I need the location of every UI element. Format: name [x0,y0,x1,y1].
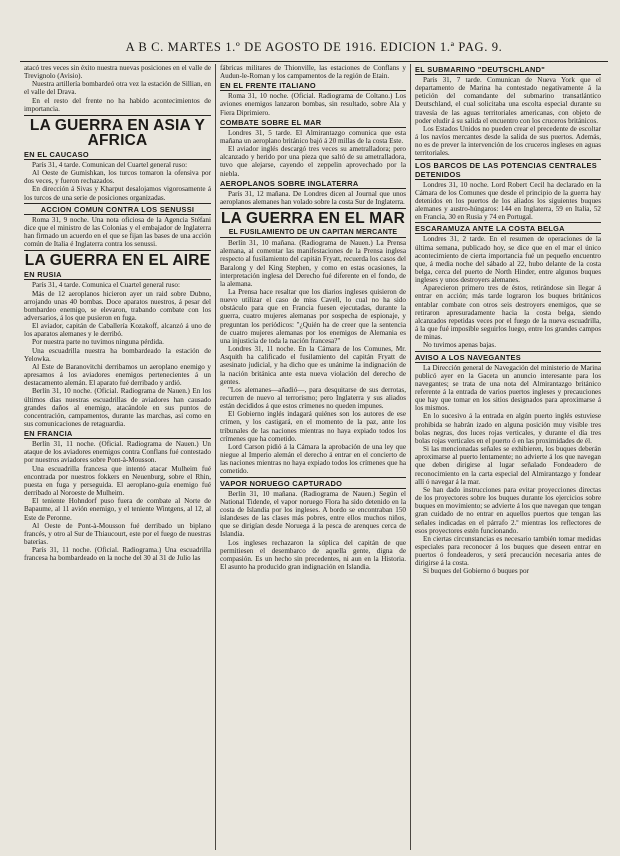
paragraph: Los ingleses rechazaron la súplica del capitán de que permitiesen el desembarco de aquella gente, digna de compasión. Es un hecho sin precedentes, ni aun en la Historia. El asunto ha producido gran indignación en Islandia. [220,538,406,571]
paragraph: París 31, 12 mañana. De Londres dicen al Journal que unos aeroplanos alemanes han volado sobre la costa Sur de Inglaterra. [220,189,406,206]
subsection-heading: ACCION COMUN CONTRA LOS SENUSSI [24,203,211,215]
paragraph: Nuestra artillería bombardeó otra vez la estación de Sillian, en el valle del Drava. [24,80,211,97]
section-headline: LA GUERRA EN ASIA Y AFRICA [24,115,211,148]
paragraph: En el resto del frente no ha habido acontecimientos de importancia. [24,96,211,113]
subsection-heading: EN EL FRENTE ITALIANO [220,81,406,91]
paragraph: Berlín 31, 11 noche. (Oficial. Radiograma de Nauen.) Un ataque de los aviadores enemigos contra Conflans fué contestado por nuestros aviadores sobre Pont-à-Mousson. [24,440,211,465]
paragraph: El teniente Hohndorf puso fuera de combate al Norte de Bapaume, al 11 avión enemigo, y el teniente Wintgens, al 12, al Este de Peronne. [24,497,211,522]
paragraph: Una escuadrilla nuestra ha bombardeado la estación de Yelowka. [24,346,211,363]
subsection-heading: EL FUSILAMIENTO DE UN CAPITAN MERCANTE [220,228,406,238]
paragraph: Al Este de Baranovitchi derribamos un aeroplano enemigo y apresamos á los aviadores enemigos pertenecientes á un destacamento alemán. El aparato fué derribado y ardió. [24,362,211,388]
paragraph: Berlín 31, 10 noche. (Oficial. Radiograma de Nauen.) En los últimos días nuestras escuadrillas de aviadores han causado grandes daños al enemigo, atacándole en sus puntos de concentración, campamentos, durante las marchas, así como en sus comunicaciones de retaguardia. [24,387,211,428]
paragraph: Londres 31, 2 tarde. En el resumen de operaciones de la última semana, publicado hoy, se dice que en el mar el único acontecimiento de cierta importancia fué un pequeño encuentro que, á media noche del sábado al 22, hubo delante de la costa belga, cerca del puerto de North Hinder, entre algunos buques ingleses y unos destroyers alemanes. [415,235,601,285]
paragraph: atacó tres veces sin éxito nuestra nuevas posiciones en el valle de Trevignolo (Avisio). [24,64,211,81]
paragraph: Una escuadrilla francesa que intentó atacar Mulheim fué encontrada por nuestros fokkers en Neuenburg, sobre el Rhin, puesta en fuga y perseguida. El aeroplano-guía enemigo fué derribado al Noroeste de Mulheim. [24,464,211,498]
subsection-heading: EL SUBMARINO "DEUTSCHLAND" [415,65,601,75]
subsection-heading: VAPOR NORUEGO CAPTURADO [220,477,406,489]
paragraph: La Prensa hace resaltar que los diarios ingleses quisieron de nuevo utilizar el caso de miss Cavell, lo cual no ha sido obstáculo para que en Francia fuesen ejecutadas, durante la guerra, cuatro mujeres alemanas por sospecha de espionaje, y preguntan los periódicos: "¿Quién ha de creer que la sentencia de cuatro mujeres alemanas por los enemigos de Alemania es una injusticia de toda la nación francesa?" [220,287,406,345]
paragraph: Al Oeste de Gumishkan, los turcos tomaron la ofensiva por dos veces, y fueron rechazados. [24,169,211,186]
paragraph: El Gobierno inglés indagará quiénes son los autores de ese crimen, y los castigará, en el momento de la paz, ante los tribunales de las naciones mientras no haya expiado todos los crímenes que ha cometido. [220,410,406,443]
paragraph: Londres 31, 11 noche. En la Cámara de los Comunes, Mr. Asquith ha calificado el fusilamiento del capitán Fryatt de asesinato judicial, y ha dicho que es unánime la indignación de la nación británica ante esta nueva violación del derecho de gentes. [220,345,406,386]
column-2 [215,64,410,850]
subsection-heading: EN FRANCIA [24,429,211,439]
column-3 [410,64,605,850]
subsection-heading: LOS BARCOS DE LAS POTENCIAS CENTRALES DETENIDOS [415,159,601,180]
subsection-heading: AVISO A LOS NAVEGANTES [415,351,601,363]
paragraph: París 31, 11 noche. (Oficial. Radiograma.) Una escuadrilla francesa ha bombardeado en la noche del 30 al 31 de Julio las [24,546,211,563]
paragraph: En lo sucesivo á la entrada en algún puerto inglés estuviese prohibida se habrán izado en alguna posición muy visible tres bolas negras, dos luces rojas verticales, y durante el día tres bolas rojas verticales en el puerto ó en las proximidades de él. [415,412,601,445]
paragraph: Londres 31, 5 tarde. El Almirantazgo comunica que esta mañana un aeroplano británico bajó á 20 millas de la costa Este. [220,128,406,145]
paragraph: Más de 12 aeroplanos hicieron ayer un raid sobre Dubno, arrojando unas 40 bombas. Doce aparatos nuestros, á pesar del bombardeo enemigo, se elevaron, trabando combate con los adversarios, á los que pusieron en fuga. [24,289,211,322]
masthead: A B C. MARTES 1.º DE AGOSTO DE 1916. EDICION 1.ª PAG. 9. [20,40,608,62]
paragraph: Londres 31, 10 noche. Lord Robert Cecil ha declarado en la Cámara de los Comunes que desde el principio de la guerra hay detenidos en los puertos de los aliados los siguientes buques alemanes y austro-húngaros: 144 en Inglaterra, 59 en Italia, 52 en Francia, 30 en Rusia y 74 en Portugal. [415,180,601,222]
subsection-heading: EN RUSIA [24,270,211,280]
section-headline: LA GUERRA EN EL MAR [220,210,406,228]
paragraph: Si buques del Gobierno ó buques por [423,567,529,576]
paragraph: París 31, 4 tarde. Comunica el Cuartel general ruso: [32,281,180,290]
subsection-heading: EN EL CAUCASO [24,150,211,160]
section-headline: LA GUERRA EN EL AIRE [24,252,211,270]
paragraph: Al Oeste de Pont-à-Mousson fué derribado un biplano francés, y otro al Sur de Thiaucourt, este por el fuego de nuestras baterías. [24,521,211,547]
paragraph: Berlín 31, 10 mañana. (Radiograma de Nauen.) Según el National Tidende, el vapor noruego Flora ha sido detenido en la costa de Islandia por los ingleses. A bordo se encontraban 150 islandeses de las clases más pobres, entre ellos muchos niños, que se dirigían desde Noruega á la pesca de arenques cerca de Islandia. [220,489,406,539]
subsection-heading: AEROPLANOS SOBRE INGLATERRA [220,179,406,189]
paragraph: En ciertas circunstancias es necesario también tomar medidas especiales para reconocer á los buques que deseen entrar en puertos ó fondeaderos, y será precaución necesaria antes de dirigirse á la costa. [415,534,601,568]
paragraph: "Los alemanes—añadió—, para desquitarse de sus derrotas, recurren de nuevo al terrorismo; pero Inglaterra y sus aliados están decididos á que estos crímenes no queden impunes. [220,385,406,411]
subsection-heading: ESCARAMUZA ANTE LA COSTA BELGA [415,222,601,234]
paragraph: Roma 31, 10 noche. (Oficial. Radiograma de Coltano.) Los aviones enemigos lanzaron bombas, sin resultado, sobre Ala y Fiera Diprimiero. [220,92,406,117]
paragraph: Si las mencionadas señales se exhibieren, los buques deberán aproximarse al puerto lentamente; no advierte á los que navegan que deben dirigirse al lugar señalado Fondeadero de reconocimiento en la carta especial del Almirantazgo y fondear allí ó navegar á la mar. [415,445,601,486]
paragraph: La Dirección general de Navegación del ministerio de Marina publicó ayer en la Gaceta un anuncio interesante para los navegantes; se trata de una nota del Almirantazgo británico referente á la entrada de varios puertos ingleses y precauciones que hay que tomar en los sitios designados para aproximarse á los mismos. [415,363,601,413]
columns [20,64,608,850]
paragraph: Roma 31, 9 noche. Una nota oficiosa de la Agencia Stéfani dice que el ministro de las Colonias y el embajador de Inglaterra han firmado un acuerdo en el que se fijan las bases de una acción común de Italia é Inglaterra contra los senussi. [24,215,211,249]
paragraph: París 31, 4 tarde. Comunican del Cuartel general ruso: [32,160,188,169]
paragraph: Se han dado instrucciones para evitar proyecciones directas de los proyectores sobre los buques durante los ejercicios sobre buques en movimiento; se advierte á los que navegan que tengan gran cuidado de no entrar en aquellos puertos que tengan las señales indicadas en el párrafo 2.º mientras los reflectores de esos proyectores estén funcionando. [415,485,601,535]
paragraph: París 31, 7 tarde. Comunican de Nueva York que el departamento de Marina ha contestado negativamente á la petición del comandante del submarino transatlántico Deutschland, el cual solicitaba una escolta especial durante su travesía de las aguas territoriales americanas, con objeto de poder eludir á su salida el encuentro con los cruceros británicos. [415,76,601,125]
paragraph: No tuvimos apenas bajas. [423,341,496,350]
paragraph: Berlín 31, 10 mañana. (Radiograma de Nauen.) La Prensa alemana, al comentar las manifestaciones de la Prensa inglesa respecto al fusilamiento del capitán Fryatt, recuerda los casos del Baralong y del King Stephen, y como en estas ocasiones, la interpretación inglesa del Derecho fué diferente en el fondo, de la alemana. [220,239,406,288]
paragraph: El aviador inglés descargó tres veces su ametralladora; pero alcanzado y herido por una pieza que saltó de su ametralladora, tuvo que alejarse, cayendo el zeppelin aprovechado por la niebla. [220,145,406,178]
paragraph: Por nuestra parte no tuvimos ninguna pérdida. [32,338,164,347]
subsection-heading: COMBATE SOBRE EL MAR [220,118,406,128]
paragraph: fábricas militares de Thionville, las estaciones de Conflans y Audun-le-Roman y los campamentos de la región de Etain. [220,64,406,81]
paragraph: En dirección á Sivas y Kharput desalojamos vigorosamente á los turcos de una serie de posiciones organizadas. [24,185,211,202]
paragraph: Los Estados Unidos no pueden crear el precedente de escoltar á los navíos mercantes desde la salida de sus puertos. Además, no es de prever la intervención de los cruceros ingleses en aguas territoriales. [415,124,601,158]
paragraph: Aparecieron primero tres de éstos, retirándose sin llegar á entrar en acción; más tarde lograron los buques británicos entablar combate con otros seis destroyers enemigos, que se retiraron apresuradamente hacia la costa belga, siendo alcanzados repetidas veces por el fuego de la nueva escuadrilla, á la que fué imposible seguirlos luego, entre los grandes campos de minas. [415,284,601,342]
paragraph: El aviador, capitán de Caballería Kozakoff, alcanzó á uno de los aparatos alemanes y le derribó. [24,322,211,339]
paragraph: Lord Carson pidió á la Cámara la aprobación de una ley que niegue al Imperio alemán el derecho á entrar en el concierto de las naciones mientras no haya expiado todos los crímenes que ha cometido. [220,442,406,476]
column-1 [20,64,215,850]
